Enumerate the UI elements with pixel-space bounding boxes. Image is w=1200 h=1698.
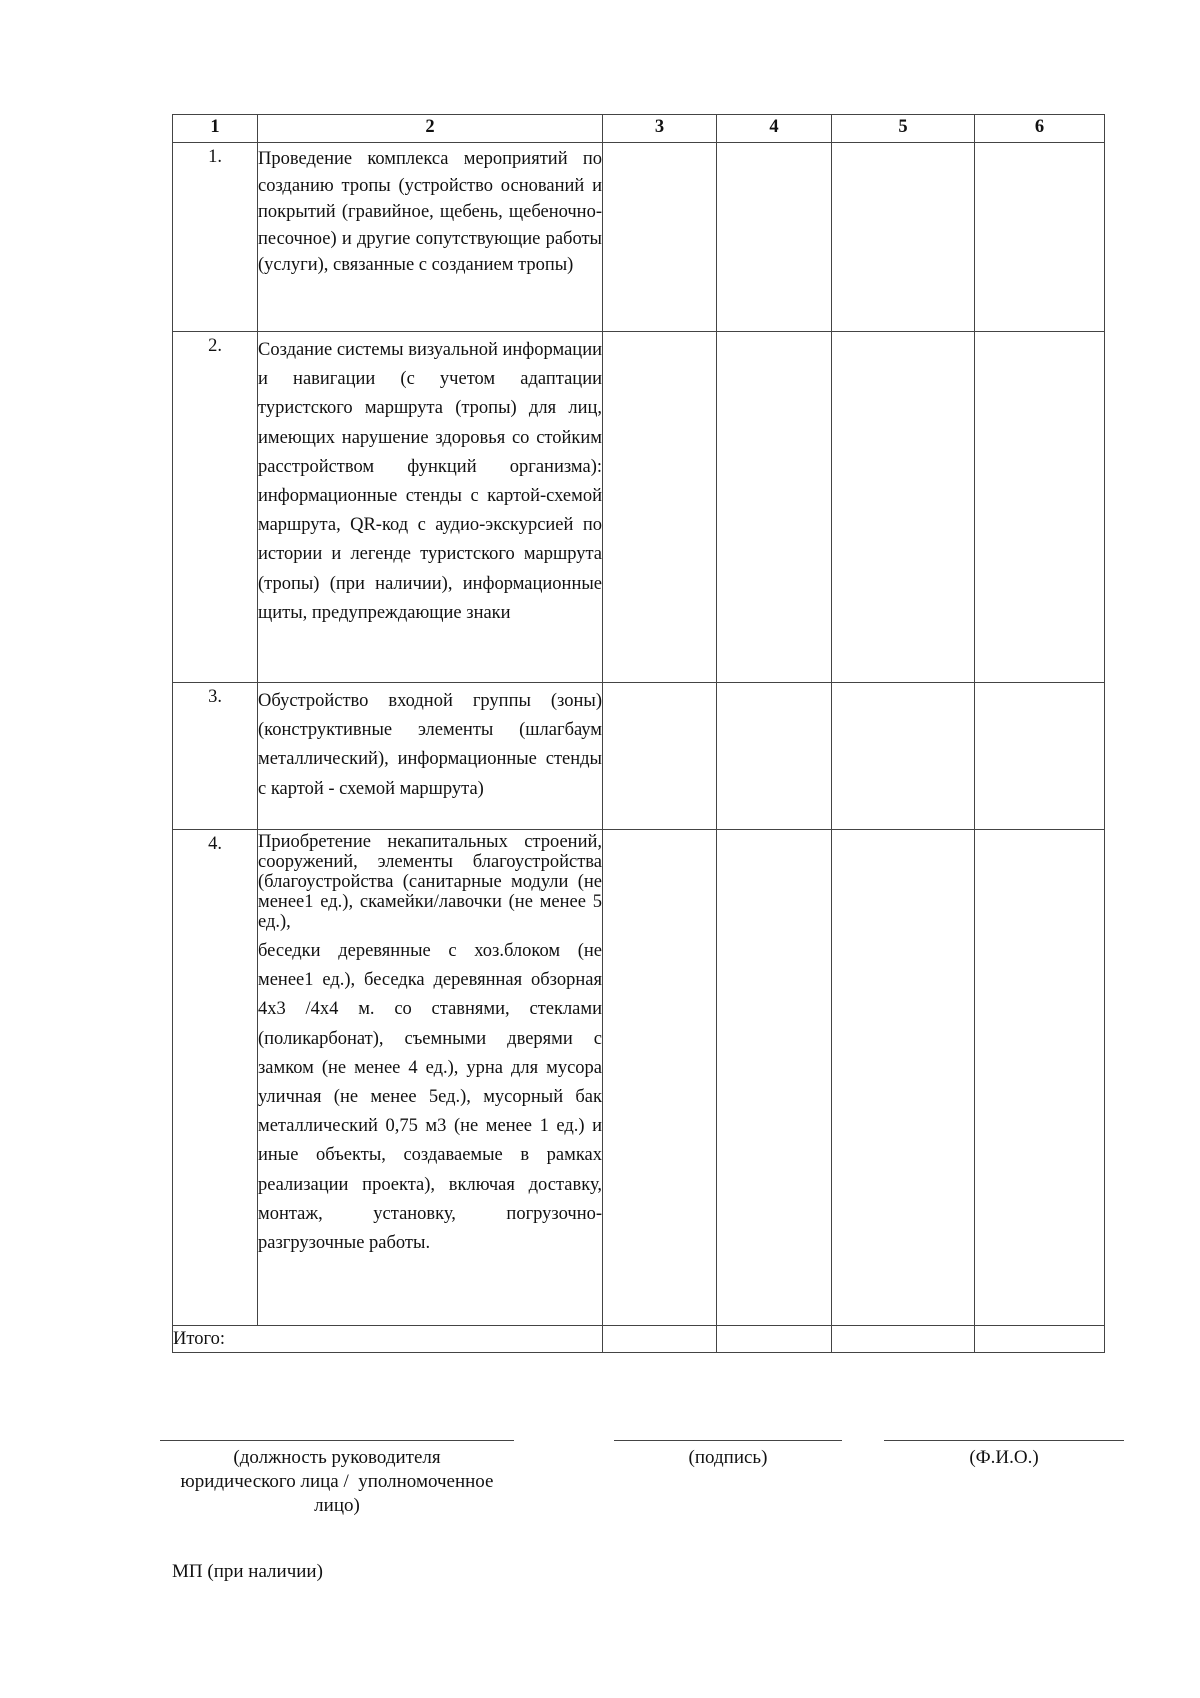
name-signature-line [884,1440,1124,1441]
table-cell [832,683,975,830]
row-number: 2. [173,332,258,683]
table-cell [717,143,832,332]
table-cell [975,830,1105,1326]
row-number: 4. [173,830,258,1326]
header-col-5: 5 [832,115,975,143]
stamp-note: МП (при наличии) [172,1561,323,1582]
position-signature-line [160,1440,514,1441]
table-cell [603,143,717,332]
row-description: Создание системы визуальной информации и навигации (с учетом адаптации туристского маршрута (тропы) для лиц, имеющих нарушение здоровья со стойким расстройством функций организма): информационные стенды с картой-схемой маршрута, QR-код с аудио-экскурсией по истории и легенде туристского маршрута (тропы) (при наличии), информационные щиты, предупреждающие знаки [258,332,603,683]
position-caption-line-2: юридического лица / уполномоченное [180,1471,494,1492]
position-caption-line-1: (должность руководителя [233,1447,441,1468]
table-cell [832,143,975,332]
signature-line [614,1440,842,1441]
header-col-1: 1 [173,115,258,143]
name-caption: (Ф.И.О.) [969,1447,1039,1468]
row-description: Обустройство входной группы (зоны) (конструктивные элементы (шлагбаум металлический), информационные стенды с картой - схемой маршрута) [258,683,603,830]
table-cell [603,683,717,830]
cost-table [172,114,1105,1353]
header-col-3: 3 [603,115,717,143]
total-row [173,1326,1105,1353]
header-col-2: 2 [258,115,603,143]
table-cell [603,332,717,683]
table-row [173,830,1105,1326]
table-cell [832,332,975,683]
row-description-part-2: беседки деревянные с хоз.блоком (не менее1 ед.), беседка деревянная обзорная 4х3 /4х4 м. со ставнями, стеклами (поликарбонат), съемными дверями с замком (не менее 4 ед.), урна для мусора уличная (не менее 5ед.), мусорный бак металлический 0,75 м3 (не менее 1 ед.) и иные объекты, создаваемые в рамках реализации проекта), включая доставку, монтаж, установку, погрузочно-разгрузочные работы. [258,941,602,1254]
table-cell [717,1326,832,1353]
table-cell [975,1326,1105,1353]
table-row [173,683,1105,830]
table-row [173,332,1105,683]
header-col-6: 6 [975,115,1105,143]
row-description: Проведение комплекса мероприятий по созданию тропы (устройство оснований и покрытий (гравийное, щебень, щебеночно-песочное) и другие сопутствующие работы (услуги), связанные с созданием тропы) [258,143,603,332]
row-number: 3. [173,683,258,830]
table-cell [975,143,1105,332]
position-caption-line-3: лицо) [314,1495,360,1516]
signature-caption: (подпись) [688,1447,768,1468]
table-cell [717,683,832,830]
table-cell [975,332,1105,683]
table-cell [975,683,1105,830]
row-description [258,830,603,1326]
row-number: 1. [173,143,258,332]
table-header-row [173,115,1105,143]
header-col-4: 4 [717,115,832,143]
table-cell [717,830,832,1326]
table-cell [603,1326,717,1353]
total-label: Итого: [173,1326,603,1353]
table-cell [603,830,717,1326]
table-cell [717,332,832,683]
table-row [173,143,1105,332]
table-cell [832,830,975,1326]
row-description-part-1: Приобретение некапитальных строений, сооружений, элементы благоустройства (благоустройства (санитарные модули (не менее1 ед.), скамейки/лавочки (не менее 5 ед.), [258,832,602,932]
table-cell [832,1326,975,1353]
position-caption [160,1446,514,1518]
